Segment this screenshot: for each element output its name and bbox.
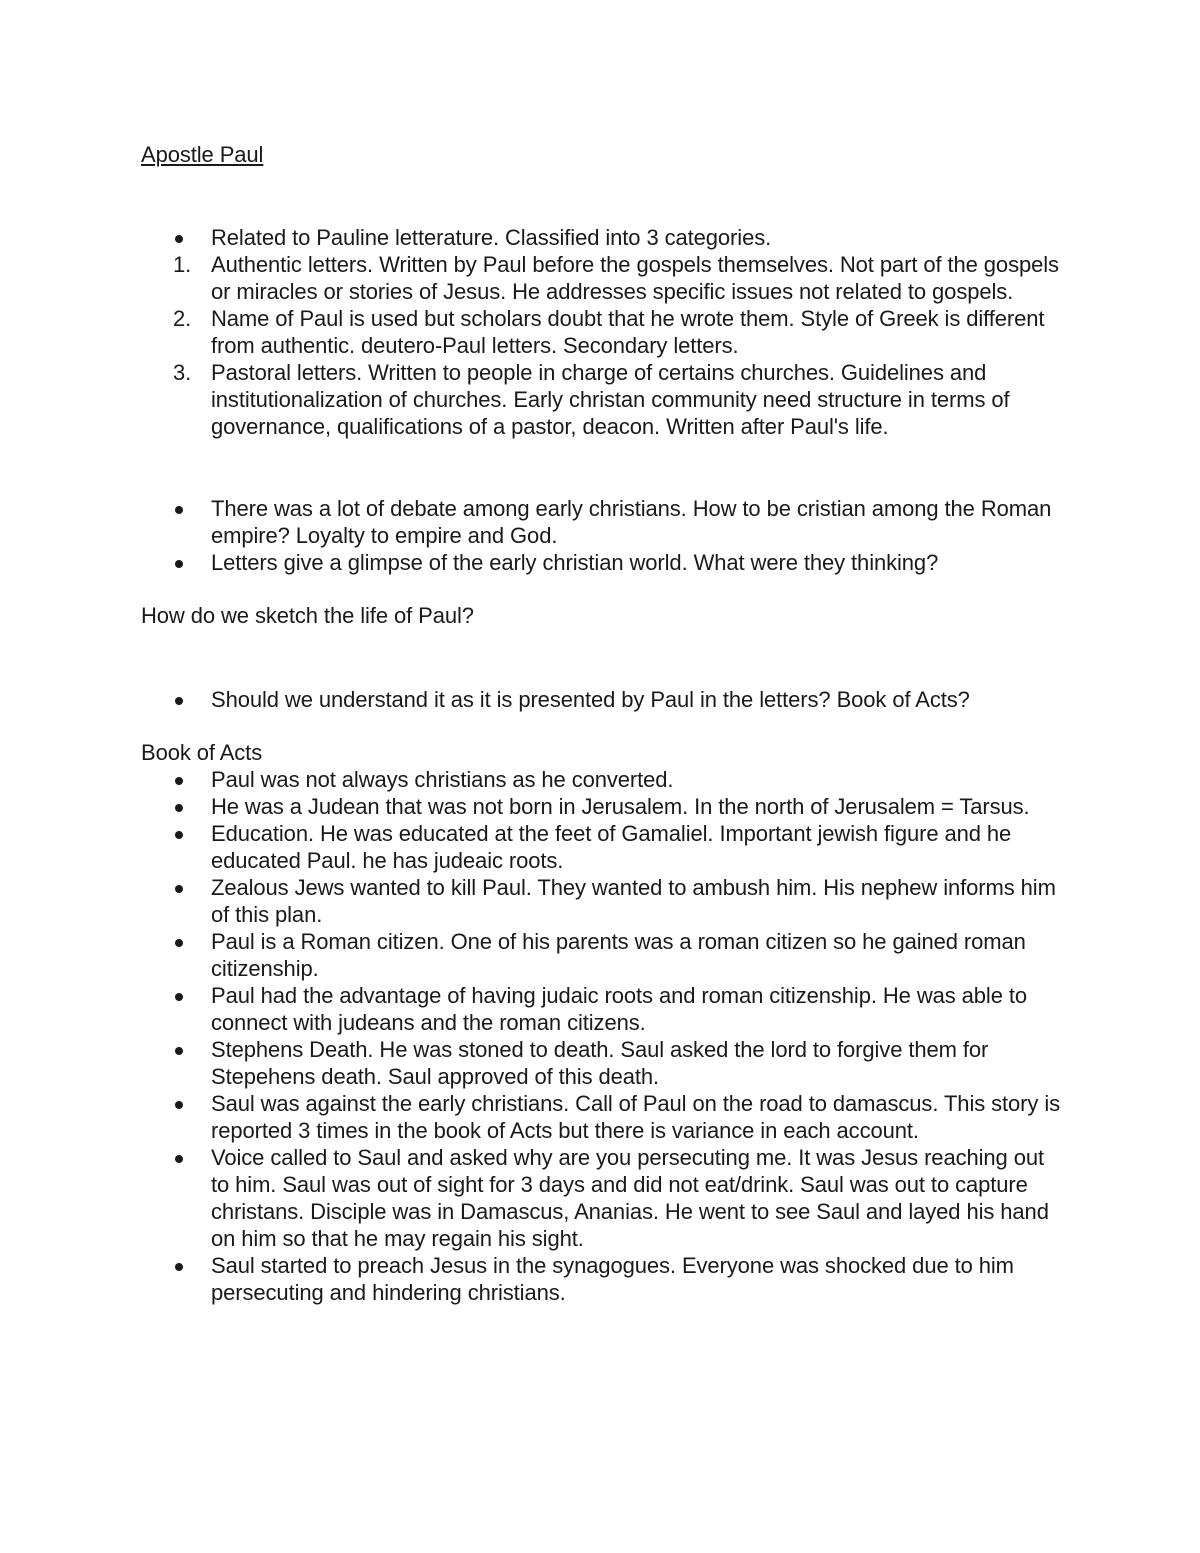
list-number: 1. [173,252,192,277]
list-number: 3. [173,360,192,385]
question-list [141,686,1061,713]
acts-heading: Book of Acts [141,740,263,765]
document-title: Apostle Paul [141,142,264,167]
list-item: Stephens Death. He was stoned to death. Saul asked the lord to forgive them for Stepehens death. Saul approved of this death. [141,1036,1061,1090]
intro-list [141,224,1061,251]
bullet-icon [175,939,183,947]
document-page [141,141,1061,1306]
bullet-icon [175,560,183,568]
acts-list [141,766,1061,1306]
bullet-icon [175,1263,183,1271]
list-item: Paul is a Roman citizen. One of his parents was a roman citizen so he gained roman citizenship. [141,928,1061,982]
list-item: Letters give a glimpse of the early christian world. What were they thinking? [141,549,1061,576]
list-item: Related to Pauline letterature. Classified into 3 categories. [141,224,1061,251]
list-item: Paul was not always christians as he converted. [141,766,1061,793]
bullet-icon [175,1047,183,1055]
debate-list [141,495,1061,576]
bullet-icon [175,235,183,243]
list-item: He was a Judean that was not born in Jerusalem. In the north of Jerusalem = Tarsus. [141,793,1061,820]
bullet-icon [175,993,183,1001]
list-item: There was a lot of debate among early christians. How to be cristian among the Roman empire? Loyalty to empire and God. [141,495,1061,549]
list-item: Saul was against the early christians. Call of Paul on the road to damascus. This story is reported 3 times in the book of Acts but there is variance in each account. [141,1090,1061,1144]
list-item: Should we understand it as it is presented by Paul in the letters? Book of Acts? [141,686,1061,713]
list-item: Zealous Jews wanted to kill Paul. They wanted to ambush him. His nephew informs him of this plan. [141,874,1061,928]
bullet-icon [175,1155,183,1163]
list-item: 1. Authentic letters. Written by Paul before the gospels themselves. Not part of the gospels or miracles or stories of Jesus. He addresses specific issues not related to gospels. [173,252,1059,304]
list-item: Education. He was educated at the feet of Gamaliel. Important jewish figure and he educated Paul. he has judeaic roots. [141,820,1061,874]
bullet-icon [175,506,183,514]
list-item: Saul started to preach Jesus in the synagogues. Everyone was shocked due to him persecuting and hindering christians. [141,1252,1061,1306]
bullet-icon [175,885,183,893]
bullet-icon [175,697,183,705]
list-item: Voice called to Saul and asked why are you persecuting me. It was Jesus reaching out to him. Saul was out of sight for 3 days and did not eat/drink. Saul was out to capture christans. Disciple was in Damascus, Ananias. He went to see Saul and layed his hand on him so that he may regain his sight. [141,1144,1061,1252]
bullet-icon [175,777,183,785]
list-item: 2. Name of Paul is used but scholars doubt that he wrote them. Style of Greek is different from authentic. deutero-Paul letters. Secondary letters. [173,306,1045,358]
list-item: 3. Pastoral letters. Written to people in charge of certains churches. Guidelines and institutionalization of churches. Early christan community need structure in terms of governance, qualifications of a pastor, deacon. Written after Paul's life. [173,360,1010,439]
categories-list [141,251,1061,440]
bullet-icon [175,831,183,839]
question-heading: How do we sketch the life of Paul? [141,603,474,628]
list-item: Paul had the advantage of having judaic roots and roman citizenship. He was able to connect with judeans and the roman citizens. [141,982,1061,1036]
list-number: 2. [173,306,192,331]
bullet-icon [175,1101,183,1109]
bullet-icon [175,804,183,812]
